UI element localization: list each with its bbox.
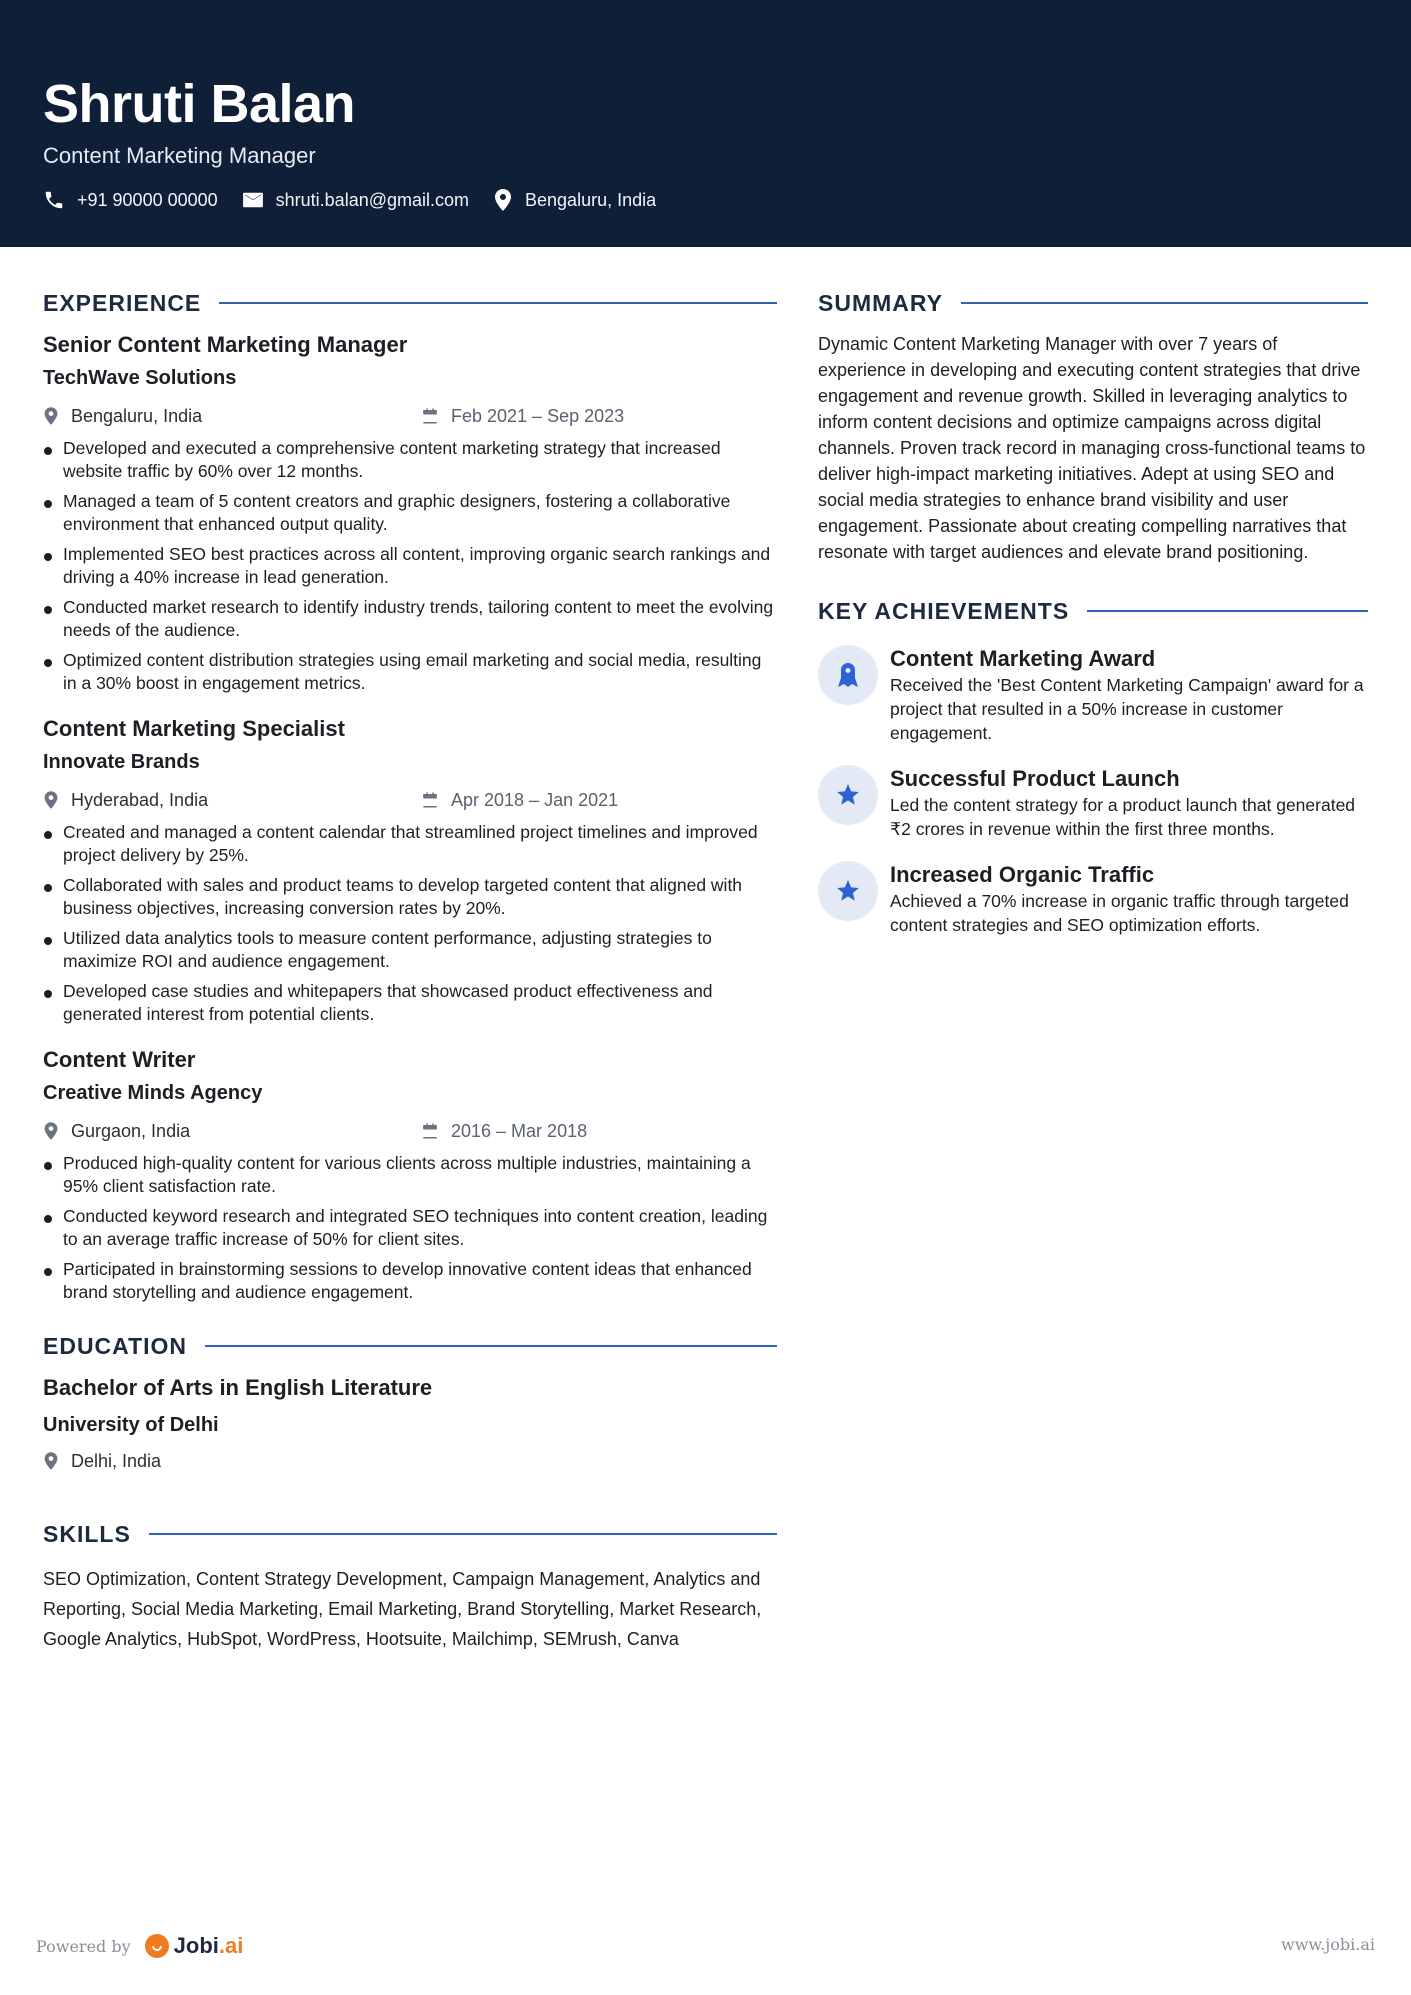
envelope-icon: [242, 191, 264, 209]
award-ribbon-icon: [818, 645, 878, 705]
achievement-body: [890, 645, 1368, 745]
section-title: EDUCATION: [43, 1332, 188, 1359]
job-location: [43, 406, 421, 427]
education-degree: Bachelor of Arts in English Literature: [43, 1375, 433, 1400]
job-title: Senior Content Marketing Manager: [43, 332, 408, 357]
section-divider: [219, 302, 777, 304]
calendar-icon: [421, 791, 439, 809]
job-location-text: Bengaluru, India: [71, 405, 203, 426]
jobi-logo[interactable]: [145, 1933, 244, 1959]
bullet-item: Developed case studies and whitepapers that showcased product effectiveness and generated interest from potential clients.: [43, 980, 777, 1026]
achievement-title: Successful Product Launch: [890, 766, 1180, 791]
company-name: Innovate Brands: [43, 751, 200, 773]
location-pin-icon: [43, 1121, 59, 1141]
job-title: Content Writer: [43, 1047, 196, 1072]
job-meta: [43, 401, 777, 431]
location-text: Bengaluru, India: [525, 189, 657, 210]
section-divider: [149, 1533, 777, 1535]
contact-location: [493, 188, 656, 212]
resume-header: [0, 0, 1411, 247]
experience-heading: [43, 283, 777, 323]
skills-heading: [43, 1514, 777, 1554]
section-divider: [205, 1345, 777, 1347]
bullet-item: Produced high-quality content for various clients across multiple industries, maintaining a 95% client satisfaction rate.: [43, 1152, 777, 1198]
summary-heading: [818, 283, 1368, 323]
bullet-item: Utilized data analytics tools to measure content performance, adjusting strategies to maximize ROI and audience engagement.: [43, 927, 777, 973]
achievement-body: [890, 861, 1368, 937]
education-location-text: Delhi, India: [71, 1450, 162, 1471]
jobi-logo-icon: [145, 1934, 169, 1958]
location-pin-icon: [43, 790, 59, 810]
achievement-body: [890, 765, 1368, 841]
calendar-icon: [421, 407, 439, 425]
job-entry: [43, 713, 777, 1026]
achievement-item: [818, 645, 1368, 745]
right-column: [818, 283, 1368, 937]
job-location-text: Gurgaon, India: [71, 1120, 191, 1141]
job-bullets: [43, 821, 777, 1026]
job-dates: [421, 790, 618, 811]
company-name: Creative Minds Agency: [43, 1082, 263, 1104]
achievement-title: Content Marketing Award: [890, 646, 1156, 671]
bullet-item: Conducted keyword research and integrated SEO techniques into content creation, leading to an average traffic increase of 50% for client sites.: [43, 1205, 777, 1251]
phone-icon: [43, 189, 65, 211]
job-dates-text: 2016 – Mar 2018: [451, 1120, 588, 1141]
bullet-item: Implemented SEO best practices across all content, improving organic search rankings and driving a 40% increase in lead generation.: [43, 543, 777, 589]
section-title: EXPERIENCE: [43, 289, 202, 316]
candidate-name: Shruti Balan: [43, 74, 356, 134]
job-location: [43, 790, 421, 811]
contact-row: [43, 188, 1368, 212]
bullet-item: Developed and executed a comprehensive content marketing strategy that increased website traffic by 60% over 12 months.: [43, 437, 777, 483]
education-meta: [43, 1446, 777, 1476]
job-location: [43, 1121, 421, 1142]
bullet-item: Optimized content distribution strategies using email marketing and social media, resulting in a 30% boost in engagement metrics.: [43, 649, 777, 695]
email-address: shruti.balan@gmail.com: [275, 189, 470, 210]
bullet-item: Participated in brainstorming sessions to develop innovative content ideas that enhanced brand storytelling and audience engagement.: [43, 1258, 777, 1304]
job-entry: [43, 329, 777, 695]
powered-by: [36, 1933, 243, 1959]
education-school: University of Delhi: [43, 1414, 219, 1436]
education-location: [43, 1451, 421, 1472]
section-title: SKILLS: [43, 1520, 131, 1547]
bullet-item: Managed a team of 5 content creators and graphic designers, fostering a collaborative environment that enhanced output quality.: [43, 490, 777, 536]
education-heading: [43, 1326, 777, 1366]
bullet-item: Conducted market research to identify industry trends, tailoring content to meet the evolving needs of the audience.: [43, 596, 777, 642]
achievement-desc: Received the 'Best Content Marketing Campaign' award for a project that resulted in a 50% increase in customer engagement.: [890, 675, 1364, 743]
job-dates-text: Apr 2018 – Jan 2021: [451, 789, 619, 810]
location-pin-icon: [43, 1451, 59, 1471]
achievements-heading: [818, 591, 1368, 631]
location-pin-icon: [493, 188, 513, 212]
job-location-text: Hyderabad, India: [71, 789, 209, 810]
section-divider: [961, 302, 1368, 304]
job-title: Content Marketing Specialist: [43, 716, 345, 741]
contact-phone: [43, 189, 218, 211]
achievement-item: [818, 861, 1368, 937]
section-divider: [1087, 610, 1368, 612]
calendar-icon: [421, 1122, 439, 1140]
section-title: KEY ACHIEVEMENTS: [818, 597, 1070, 624]
job-meta: [43, 1116, 777, 1146]
star-icon: [818, 765, 878, 825]
star-icon: [818, 861, 878, 921]
company-name: TechWave Solutions: [43, 367, 237, 389]
summary-text: Dynamic Content Marketing Manager with over 7 years of experience in developing and executing content strategies that drive engagement and revenue growth. Skilled in leveraging analytics to inform content decisions and optimize campaigns across digital channels. Proven track record in managing cross-functional teams to deliver high-impact marketing initiatives. Adept at using SEO and social media strategies to enhance brand visibility and user engagement. Passionate about creating compelling narratives that resonate with target audiences and elevate brand positioning.: [818, 334, 1366, 562]
achievement-desc: Achieved a 70% increase in organic traffic through targeted content strategies and SEO optimization efforts.: [890, 891, 1349, 935]
achievement-title: Increased Organic Traffic: [890, 862, 1155, 887]
phone-number: +91 90000 00000: [77, 189, 218, 210]
powered-by-label: Powered by: [36, 1936, 131, 1956]
achievement-item: [818, 765, 1368, 841]
skills-list: SEO Optimization, Content Strategy Development, Campaign Management, Analytics and Reporting, Social Media Marketing, Email Marketing, Brand Storytelling, Market Research, Google Analytics, HubSpot, WordPress, Hootsuite, Mailchimp, SEMrush, Canva: [43, 1569, 762, 1649]
location-pin-icon: [43, 406, 59, 426]
contact-email: [242, 190, 469, 211]
achievement-desc: Led the content strategy for a product launch that generated ₹2 crores in revenue within the first three months.: [890, 795, 1356, 839]
bullet-item: Created and managed a content calendar that streamlined project timelines and improved project delivery by 25%.: [43, 821, 777, 867]
section-title: SUMMARY: [818, 289, 943, 316]
bullet-item: Collaborated with sales and product teams to develop targeted content that aligned with business objectives, increasing conversion rates by 20%.: [43, 874, 777, 920]
site-link[interactable]: www.jobi.ai: [1281, 1935, 1375, 1954]
left-column: [43, 283, 777, 1654]
job-dates: [421, 406, 624, 427]
brand-suffix: .ai: [218, 1933, 244, 1958]
brand-name: Jobi: [173, 1933, 219, 1958]
footer: [0, 1925, 1411, 1965]
job-entry: [43, 1044, 777, 1304]
job-meta: [43, 785, 777, 815]
job-bullets: [43, 1152, 777, 1304]
job-dates: [421, 1121, 587, 1142]
job-bullets: [43, 437, 777, 695]
candidate-role: Content Marketing Manager: [43, 143, 316, 168]
job-dates-text: Feb 2021 – Sep 2023: [451, 405, 625, 426]
